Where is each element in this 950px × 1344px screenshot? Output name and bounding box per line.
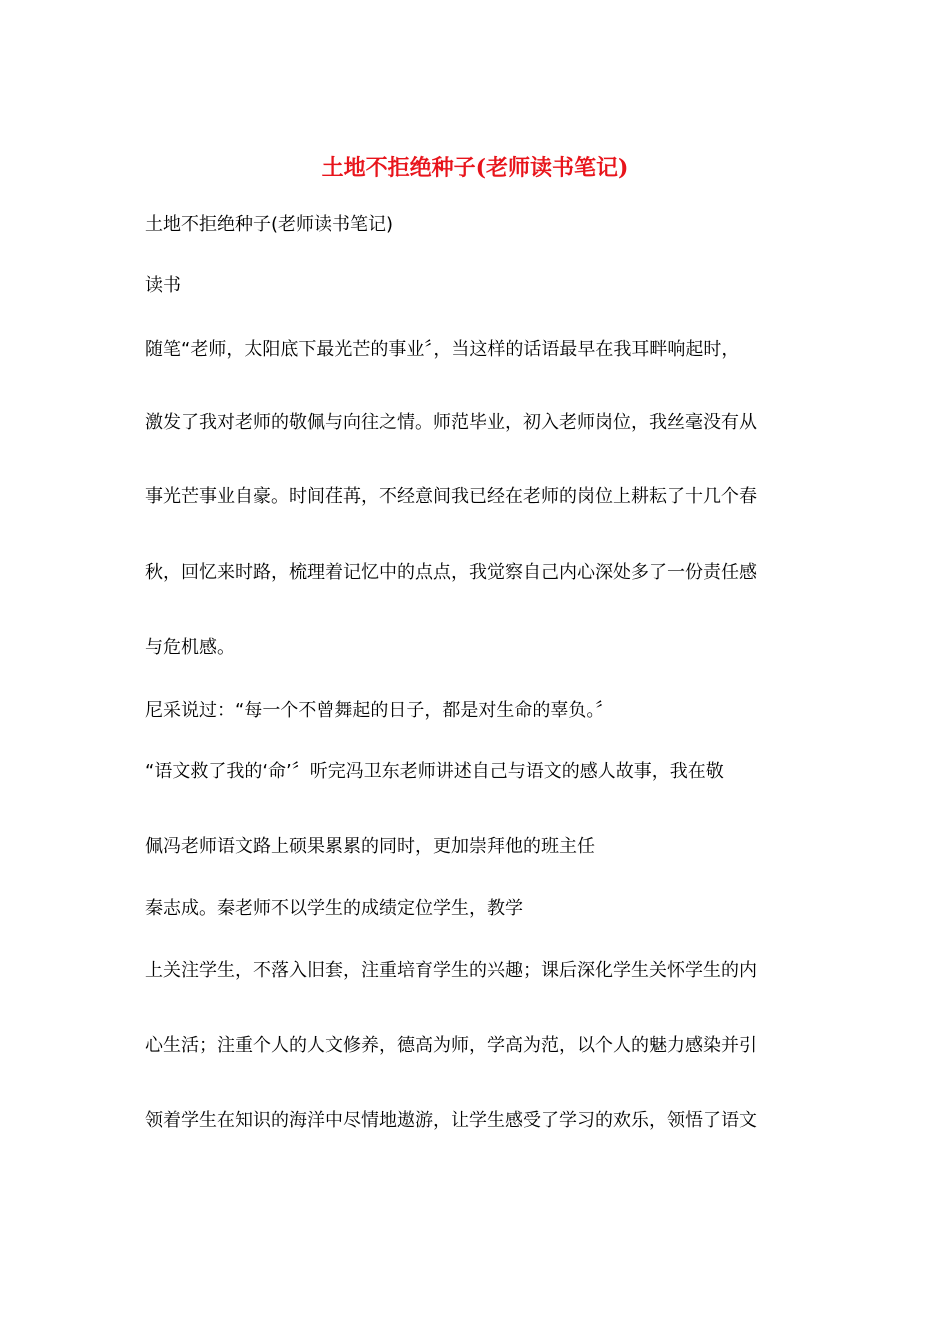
paragraph-line: 土地不拒绝种子(老师读书笔记): [145, 214, 394, 235]
paragraph-line: 事光芒事业自豪。时间荏苒，不经意间我已经在老师的岗位上耕耘了十几个春: [145, 486, 757, 507]
paragraph-line: 心生活；注重个人的人文修养，德高为师，学高为范，以个人的魅力感染并引: [145, 1035, 757, 1056]
paragraph-line: 尼采说过：“每一个不曾舞起的日子，都是对生命的辜负。〞: [145, 700, 614, 721]
paragraph-line: 领着学生在知识的海洋中尽情地遨游，让学生感受了学习的欢乐，领悟了语文: [145, 1110, 757, 1131]
paragraph-line: 读书: [145, 275, 181, 296]
paragraph-line: “语文救了我的‘命’〞听完冯卫东老师讲述自己与语文的感人故事，我在敬: [145, 761, 724, 782]
paragraph-line: 秦志成。秦老师不以学生的成绩定位学生，教学: [145, 898, 523, 919]
document-title: 土地不拒绝种子(老师读书笔记): [321, 155, 629, 181]
paragraph-line: 随笔“老师，太阳底下最光芒的事业〞，当这样的话语最早在我耳畔响起时，: [145, 339, 740, 360]
paragraph-line: 佩冯老师语文路上硕果累累的同时，更加崇拜他的班主任: [145, 836, 595, 857]
paragraph-line: 秋，回忆来时路，梳理着记忆中的点点，我觉察自己内心深处多了一份责任感: [145, 562, 757, 583]
paragraph-line: 上关注学生，不落入旧套，注重培育学生的兴趣；课后深化学生关怀学生的内: [145, 960, 757, 981]
paragraph-line: 与危机感。: [145, 637, 235, 658]
paragraph-line: 激发了我对老师的敬佩与向往之情。师范毕业，初入老师岗位，我丝毫没有从: [145, 412, 757, 433]
